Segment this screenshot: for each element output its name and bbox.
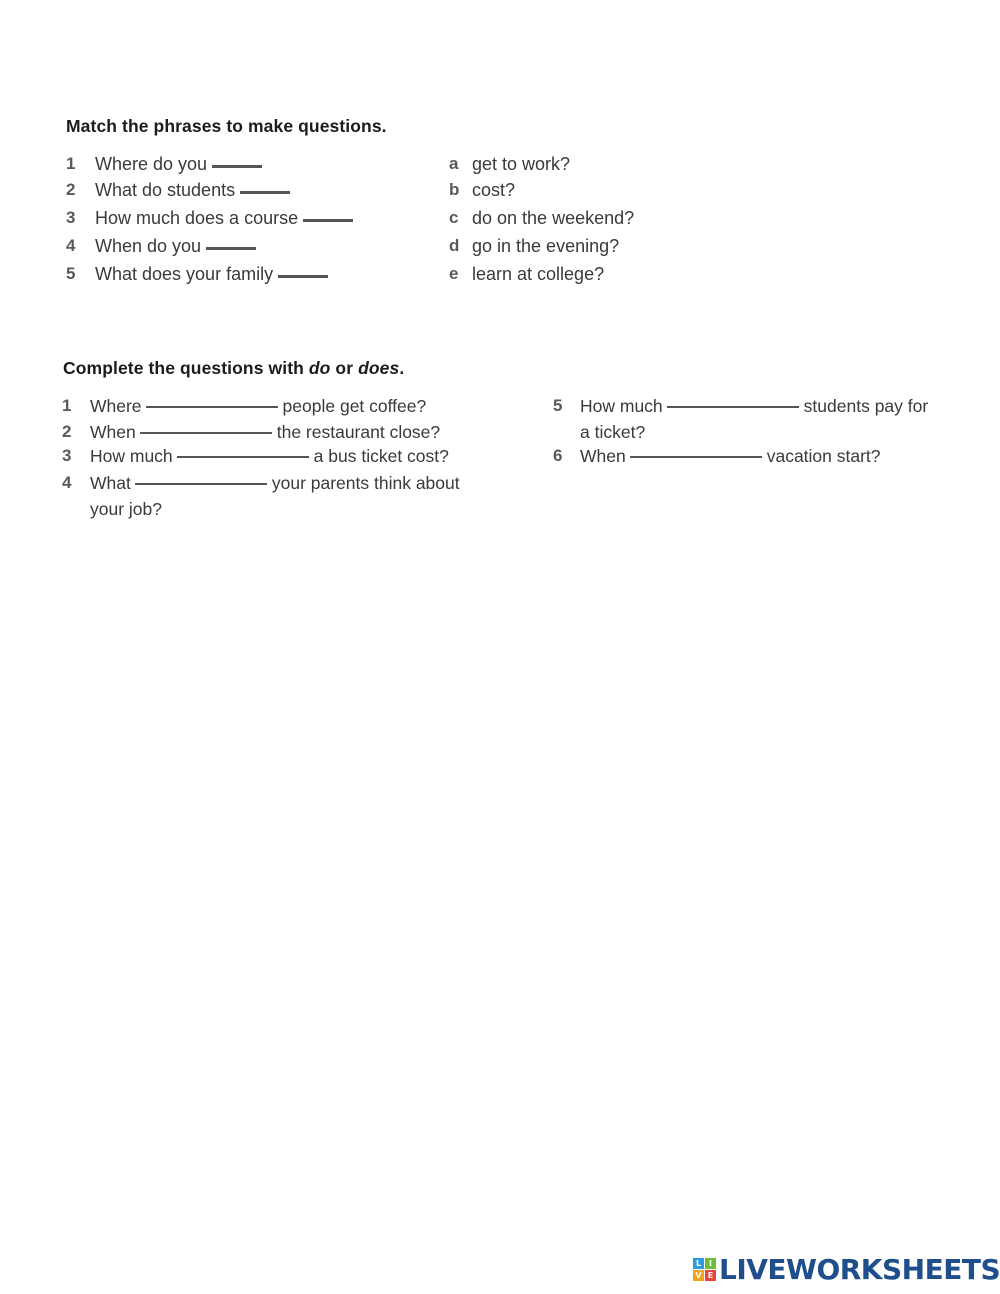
answer-blank[interactable] xyxy=(630,456,762,458)
item-number: 2 xyxy=(66,180,76,199)
item-number: 1 xyxy=(62,396,72,415)
question-before: When xyxy=(90,422,136,442)
logo-tile: L xyxy=(693,1258,704,1269)
answer-blank[interactable] xyxy=(135,483,267,485)
question-after: a bus ticket cost? xyxy=(313,446,449,466)
answer-text: cost? xyxy=(472,180,516,200)
item-number: 4 xyxy=(66,236,76,255)
answer-blank[interactable] xyxy=(240,191,290,194)
answer-blank[interactable] xyxy=(303,219,353,222)
answer-blank[interactable] xyxy=(146,406,278,408)
question-after: your parents think about xyxy=(271,473,460,493)
logo-tile: I xyxy=(705,1258,716,1269)
question-continuation: your job? xyxy=(90,499,162,519)
answer-blank[interactable] xyxy=(177,456,309,458)
item-number: 4 xyxy=(62,473,72,492)
question-text: When do you xyxy=(95,236,202,256)
answer-letter: b xyxy=(449,180,460,199)
question-before: How much xyxy=(580,396,663,416)
answer-letter: e xyxy=(449,264,459,283)
answer-letter: a xyxy=(449,154,459,173)
answer-text: get to work? xyxy=(472,154,571,174)
answer-blank[interactable] xyxy=(140,432,272,434)
question-after: students pay for xyxy=(803,396,929,416)
logo-tile: V xyxy=(693,1270,704,1281)
answer-blank[interactable] xyxy=(206,247,256,250)
answer-blank[interactable] xyxy=(667,406,799,408)
answer-letter: d xyxy=(449,236,460,255)
logo-text: LIVEWORKSHEETS xyxy=(719,1252,1000,1286)
question-before: Where xyxy=(90,396,142,416)
question-text: Where do you xyxy=(95,154,208,174)
question-before: How much xyxy=(90,446,173,466)
section2-heading: Complete the questions with do or does. xyxy=(63,358,405,378)
answer-text: learn at college? xyxy=(472,264,605,284)
question-text: What do students xyxy=(95,180,236,200)
item-number: 5 xyxy=(553,396,563,415)
answer-blank[interactable] xyxy=(278,275,328,278)
question-before: When xyxy=(580,446,626,466)
question-text: How much does a course xyxy=(95,208,299,228)
question-after: people get coffee? xyxy=(282,396,427,416)
question-after: vacation start? xyxy=(766,446,881,466)
question-text: What does your family xyxy=(95,264,274,284)
item-number: 3 xyxy=(66,208,76,227)
question-before: What xyxy=(90,473,131,493)
item-number: 5 xyxy=(66,264,76,283)
item-number: 2 xyxy=(62,422,72,441)
question-after: the restaurant close? xyxy=(276,422,441,442)
item-number: 6 xyxy=(553,446,563,465)
answer-letter: c xyxy=(449,208,459,227)
answer-text: do on the weekend? xyxy=(472,208,635,228)
answer-text: go in the evening? xyxy=(472,236,620,256)
section1-heading: Match the phrases to make questions. xyxy=(66,116,387,136)
item-number: 3 xyxy=(62,446,72,465)
question-continuation: a ticket? xyxy=(580,422,646,442)
logo-tile: E xyxy=(705,1270,716,1281)
item-number: 1 xyxy=(66,154,76,173)
logo-tiles-icon xyxy=(693,1258,716,1281)
liveworksheets-logo xyxy=(693,1254,1000,1284)
answer-blank[interactable] xyxy=(212,165,262,168)
